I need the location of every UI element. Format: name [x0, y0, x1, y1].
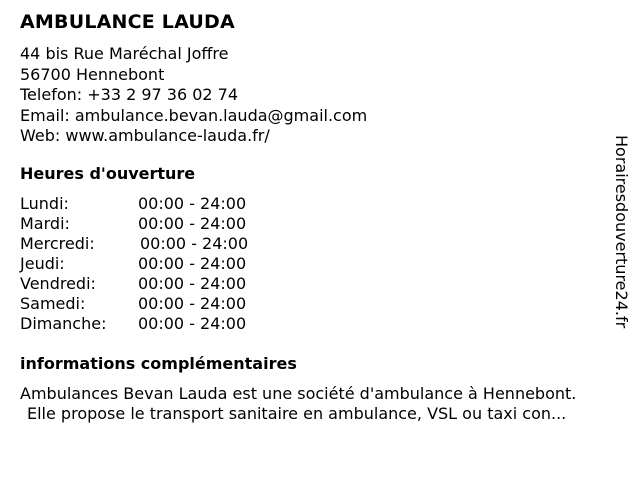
hours-time: 00:00 - 24:00 — [138, 294, 247, 313]
email-line: Email: ambulance.bevan.lauda@gmail.com — [20, 105, 368, 125]
hours-day: Lundi: — [20, 194, 69, 213]
hours-day: Dimanche: — [20, 314, 107, 333]
hours-time: 00:00 - 24:00 — [138, 314, 247, 333]
hours-time: 00:00 - 24:00 — [138, 274, 247, 293]
hours-time: 00:00 - 24:00 — [138, 194, 247, 213]
contact-block — [20, 44, 367, 147]
hours-time: 00:00 - 24:00 — [140, 234, 249, 253]
opening-hours-heading: Heures d'ouverture — [20, 164, 196, 183]
description — [20, 384, 576, 424]
site-watermark: Horairesdouverture24.fr — [612, 135, 631, 329]
business-name: AMBULANCE LAUDA — [20, 11, 235, 33]
phone-line: Telefon: +33 2 97 36 02 74 — [20, 85, 239, 104]
hours-day: Mardi: — [20, 214, 70, 233]
hours-day: Samedi: — [20, 294, 86, 313]
address-city: 56700 Hennebont — [20, 64, 165, 84]
website-line: Web: www.ambulance-lauda.fr/ — [20, 126, 270, 145]
description-line: Elle propose le transport sanitaire en ambulance, VSL ou taxi con... — [27, 404, 567, 423]
additional-info-heading: informations complémentaires — [20, 354, 297, 373]
description-line: Ambulances Bevan Lauda est une société d'ambulance à Hennebont. — [20, 384, 577, 403]
hours-day: Jeudi: — [20, 254, 65, 273]
hours-time: 00:00 - 24:00 — [138, 214, 247, 233]
hours-day: Vendredi: — [20, 274, 96, 293]
address-street: 44 bis Rue Maréchal Joffre — [20, 44, 229, 63]
hours-day: Mercredi: — [20, 234, 95, 253]
hours-time: 00:00 - 24:00 — [138, 254, 247, 273]
